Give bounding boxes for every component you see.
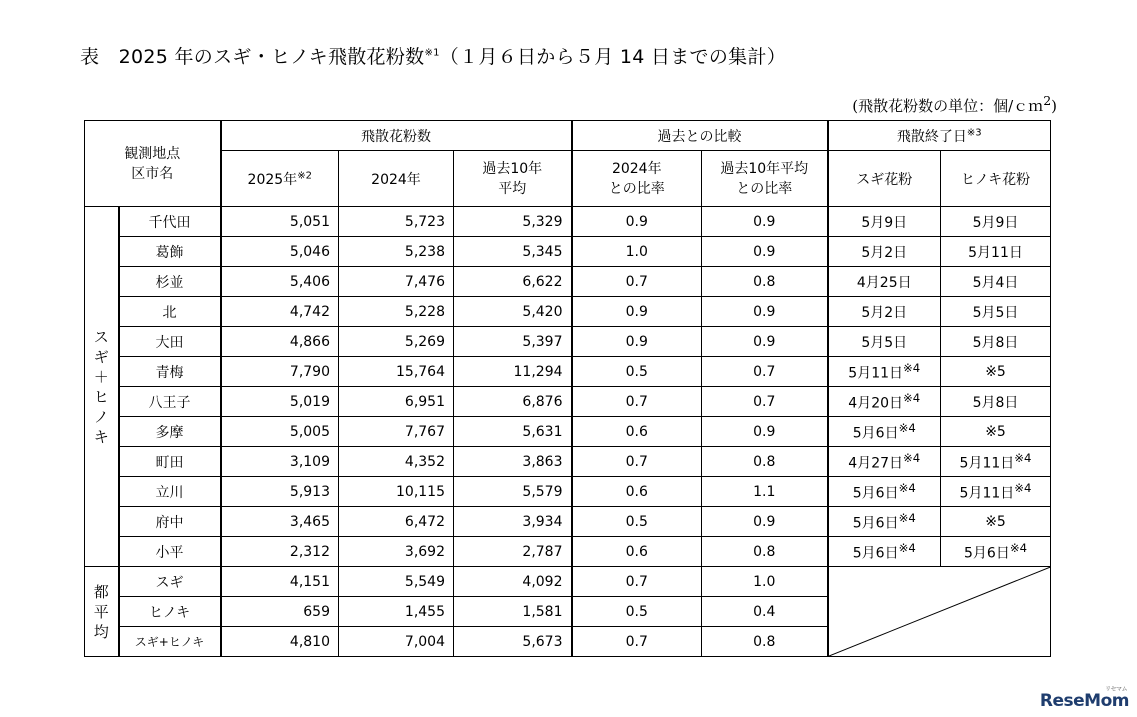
cell-avg10: 2,787 <box>454 537 572 567</box>
cell-2025: 5,019 <box>221 387 339 417</box>
cell-ratio-avg: 0.8 <box>702 627 828 657</box>
cell-2025: 5,406 <box>221 267 339 297</box>
cell-hinoki-end: 5月6日$^{※4}$ <box>941 537 1051 567</box>
cell-hinoki-end: ※5 <box>941 507 1051 537</box>
footnote-mark: ※4 <box>898 540 916 555</box>
cell-sugi-end: 5月2日 <box>828 297 941 327</box>
cell-average-name: スギ <box>119 567 221 597</box>
cell-sugi-end: 4月20日$^{※4}$ <box>828 387 941 417</box>
cell-ratio-avg: 0.8 <box>702 447 828 477</box>
cell-2024: 6,951 <box>339 387 454 417</box>
cell-2025: 4,810 <box>221 627 339 657</box>
resemom-logo: リセマム ReseMom <box>1039 686 1129 711</box>
cell-sugi-end: 5月9日 <box>828 207 941 237</box>
cell-2024: 1,455 <box>339 597 454 627</box>
cell-hinoki-end: 5月11日$^{※4}$ <box>941 447 1051 477</box>
cell-hinoki-end: ※5 <box>941 357 1051 387</box>
cell-avg10: 3,934 <box>454 507 572 537</box>
header-pollen-count: 飛散花粉数 <box>221 121 572 151</box>
table-row <box>85 237 1051 267</box>
cell-2024: 10,115 <box>339 477 454 507</box>
cell-hinoki-end: 5月11日$^{※4}$ <box>941 477 1051 507</box>
cell-average-name: ヒノキ <box>119 597 221 627</box>
cell-ratio-2024: 0.7 <box>572 447 702 477</box>
cell-city-name: 小平 <box>119 537 221 567</box>
cell-hinoki-end: 5月11日 <box>941 237 1051 267</box>
cell-hinoki-end: ※5 <box>941 417 1051 447</box>
cell-ratio-avg: 0.7 <box>702 387 828 417</box>
footnote-mark: ※4 <box>1014 450 1032 465</box>
cell-2025: 4,151 <box>221 567 339 597</box>
header-end-date: 飛散終了日$^{※3}$ <box>828 121 1051 151</box>
cell-ratio-avg: 0.9 <box>702 327 828 357</box>
cell-2025: 3,465 <box>221 507 339 537</box>
cell-avg10: 11,294 <box>454 357 572 387</box>
cell-2024: 5,269 <box>339 327 454 357</box>
cell-ratio-2024: 0.9 <box>572 207 702 237</box>
cell-2024: 7,476 <box>339 267 454 297</box>
cell-city-name: 町田 <box>119 447 221 477</box>
cell-2024: 5,723 <box>339 207 454 237</box>
cell-2025: 5,005 <box>221 417 339 447</box>
page-title: 表 2025 年のスギ・ヒノキ飛散花粉数$^{※1}$（１月６日から５月 14 日までの集計） <box>80 46 787 68</box>
diagonal-line <box>829 567 1051 656</box>
cell-city-name: 葛飾 <box>119 237 221 267</box>
header-2024: 2024年 <box>339 151 454 207</box>
cell-ratio-2024: 0.9 <box>572 327 702 357</box>
cell-2024: 7,004 <box>339 627 454 657</box>
cell-2025: 4,742 <box>221 297 339 327</box>
cell-ratio-2024: 0.5 <box>572 357 702 387</box>
cell-city-name: 北 <box>119 297 221 327</box>
cell-2024: 5,228 <box>339 297 454 327</box>
cell-avg10: 4,092 <box>454 567 572 597</box>
header-2025: 2025年$^{※2}$ <box>221 151 339 207</box>
cell-2025: 5,913 <box>221 477 339 507</box>
footnote-mark: ※4 <box>903 360 921 375</box>
group-label-sugi-hinoki: ス ギ ＋ ヒ ノ キ <box>85 207 119 567</box>
header-location: 観測地点 区市名 <box>85 121 221 207</box>
cell-avg10: 5,345 <box>454 237 572 267</box>
footnote-mark: ※4 <box>903 390 921 405</box>
cell-ratio-avg: 0.8 <box>702 267 828 297</box>
cell-avg10: 5,420 <box>454 297 572 327</box>
cell-ratio-avg: 0.9 <box>702 297 828 327</box>
header-hinoki: ヒノキ花粉 <box>941 151 1051 207</box>
empty-diagonal-cell <box>828 567 1051 657</box>
title-note: ※1 <box>424 47 440 59</box>
cell-avg10: 1,581 <box>454 597 572 627</box>
cell-sugi-end: 5月6日$^{※4}$ <box>828 537 941 567</box>
cell-2025: 2,312 <box>221 537 339 567</box>
cell-ratio-avg: 0.9 <box>702 417 828 447</box>
footnote-mark: ※4 <box>903 450 921 465</box>
unit-label: (飛散花粉数の単位：個/ｃｍ$^2$) <box>852 93 1057 115</box>
cell-sugi-end: 5月2日 <box>828 237 941 267</box>
header-sugi: スギ花粉 <box>828 151 941 207</box>
table-row <box>85 267 1051 297</box>
cell-city-name: 青梅 <box>119 357 221 387</box>
cell-hinoki-end: 5月8日 <box>941 327 1051 357</box>
footnote-mark: ※4 <box>1009 540 1028 555</box>
cell-sugi-end: 4月25日 <box>828 267 941 297</box>
table-row <box>85 207 1051 237</box>
cell-city-name: 多摩 <box>119 417 221 447</box>
table-row <box>85 387 1051 417</box>
cell-2025: 3,109 <box>221 447 339 477</box>
cell-ratio-2024: 0.6 <box>572 537 702 567</box>
cell-ratio-2024: 0.7 <box>572 627 702 657</box>
cell-ratio-avg: 0.7 <box>702 357 828 387</box>
cell-2024: 3,692 <box>339 537 454 567</box>
table-row <box>85 477 1051 507</box>
cell-avg10: 3,863 <box>454 447 572 477</box>
cell-ratio-2024: 0.7 <box>572 387 702 417</box>
cell-ratio-avg: 1.1 <box>702 477 828 507</box>
cell-avg10: 5,329 <box>454 207 572 237</box>
cell-2024: 5,238 <box>339 237 454 267</box>
cell-city-name: 杉並 <box>119 267 221 297</box>
cell-avg10: 5,397 <box>454 327 572 357</box>
cell-hinoki-end: 5月4日 <box>941 267 1051 297</box>
cell-ratio-avg: 0.9 <box>702 237 828 267</box>
cell-avg10: 5,673 <box>454 627 572 657</box>
cell-2024: 4,352 <box>339 447 454 477</box>
table-row <box>85 537 1051 567</box>
cell-avg10: 6,622 <box>454 267 572 297</box>
cell-average-name: スギ+ヒノキ <box>119 627 221 657</box>
table-row <box>85 507 1051 537</box>
cell-2025: 659 <box>221 597 339 627</box>
header-ratio-2024: 2024年 との比率 <box>572 151 702 207</box>
cell-avg10: 5,631 <box>454 417 572 447</box>
group-label-average: 都 平 均 <box>85 567 119 657</box>
cell-city-name: 八王子 <box>119 387 221 417</box>
cell-ratio-2024: 0.5 <box>572 597 702 627</box>
cell-ratio-avg: 0.8 <box>702 537 828 567</box>
cell-ratio-2024: 0.6 <box>572 477 702 507</box>
table-row-average <box>85 567 1051 597</box>
cell-2024: 6,472 <box>339 507 454 537</box>
cell-2024: 5,549 <box>339 567 454 597</box>
cell-ratio-2024: 0.6 <box>572 417 702 447</box>
cell-ratio-2024: 0.7 <box>572 267 702 297</box>
pollen-table <box>84 120 1051 657</box>
cell-sugi-end: 5月6日$^{※4}$ <box>828 477 941 507</box>
cell-avg10: 5,579 <box>454 477 572 507</box>
cell-city-name: 大田 <box>119 327 221 357</box>
header-avg10: 過去10年 平均 <box>454 151 572 207</box>
cell-sugi-end: 5月11日$^{※4}$ <box>828 357 941 387</box>
cell-ratio-2024: 0.5 <box>572 507 702 537</box>
cell-ratio-avg: 0.9 <box>702 507 828 537</box>
cell-ratio-avg: 1.0 <box>702 567 828 597</box>
cell-2025: 5,051 <box>221 207 339 237</box>
cell-ratio-2024: 0.7 <box>572 567 702 597</box>
table-row <box>85 327 1051 357</box>
cell-city-name: 立川 <box>119 477 221 507</box>
cell-city-name: 府中 <box>119 507 221 537</box>
cell-ratio-avg: 0.9 <box>702 207 828 237</box>
cell-2025: 7,790 <box>221 357 339 387</box>
cell-2024: 15,764 <box>339 357 454 387</box>
table-row <box>85 447 1051 477</box>
cell-avg10: 6,876 <box>454 387 572 417</box>
table-row <box>85 417 1051 447</box>
cell-ratio-2024: 1.0 <box>572 237 702 267</box>
cell-2025: 5,046 <box>221 237 339 267</box>
cell-ratio-avg: 0.4 <box>702 597 828 627</box>
header-comparison: 過去との比較 <box>572 121 828 151</box>
footnote-mark: ※4 <box>1014 480 1032 495</box>
footnote-mark: ※4 <box>898 510 916 525</box>
cell-hinoki-end: 5月5日 <box>941 297 1051 327</box>
cell-sugi-end: 4月27日$^{※4}$ <box>828 447 941 477</box>
cell-sugi-end: 5月5日 <box>828 327 941 357</box>
cell-sugi-end: 5月6日$^{※4}$ <box>828 507 941 537</box>
cell-2024: 7,767 <box>339 417 454 447</box>
table-row <box>85 357 1051 387</box>
footnote-mark: ※4 <box>898 420 916 435</box>
cell-hinoki-end: 5月9日 <box>941 207 1051 237</box>
table-row <box>85 297 1051 327</box>
footnote-mark: ※4 <box>898 480 916 495</box>
cell-ratio-2024: 0.9 <box>572 297 702 327</box>
cell-city-name: 千代田 <box>119 207 221 237</box>
cell-sugi-end: 5月6日$^{※4}$ <box>828 417 941 447</box>
header-ratio-avg: 過去10年平均 との比率 <box>702 151 828 207</box>
cell-2025: 4,866 <box>221 327 339 357</box>
cell-hinoki-end: 5月8日 <box>941 387 1051 417</box>
